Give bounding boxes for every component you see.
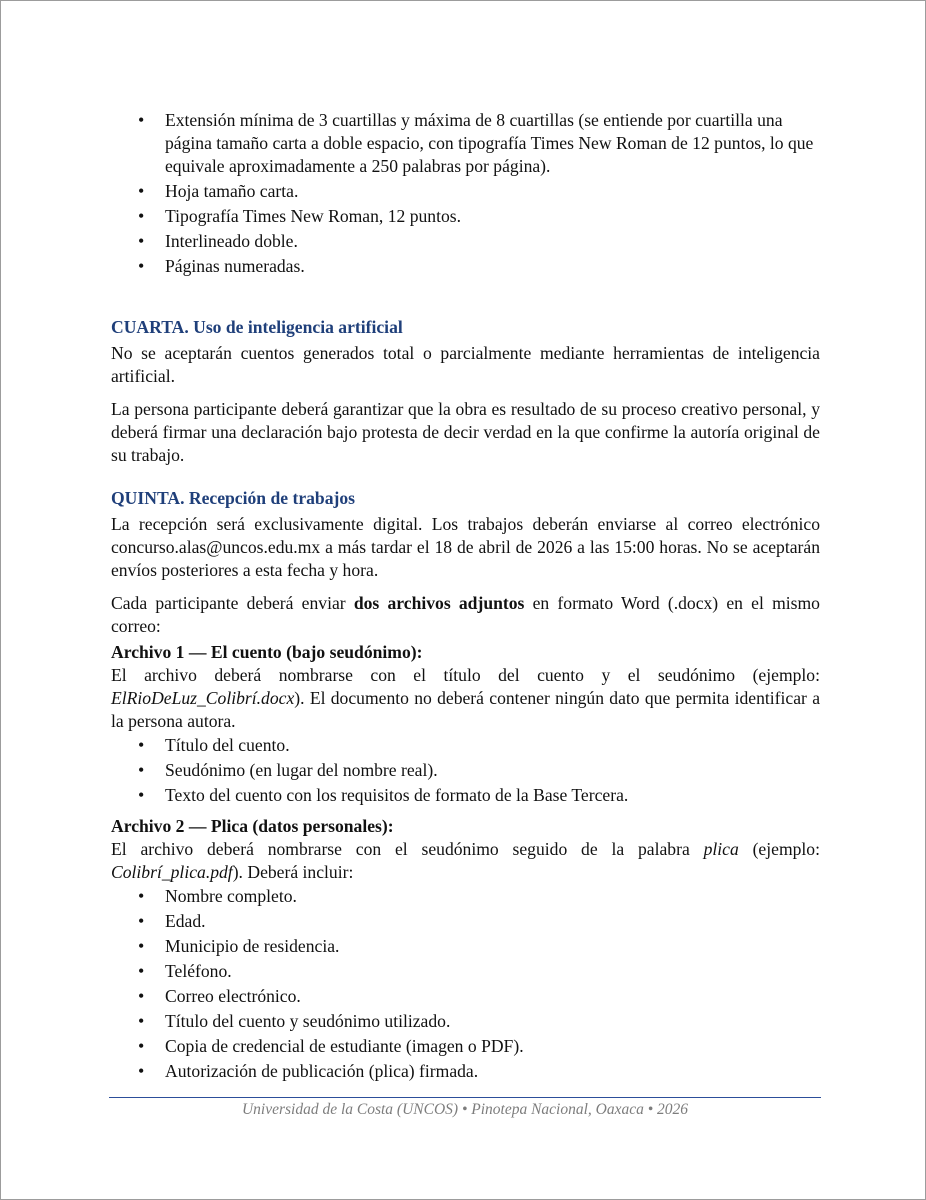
archivo-2-text-after: ). Deberá incluir: — [232, 862, 354, 882]
list-item: • Teléfono. — [111, 960, 820, 983]
list-item: • Autorización de publicación (plica) firmada. — [111, 1060, 820, 1083]
cuarta-paragraph-2: La persona participante deberá garantizar que la obra es resultado de su proceso creativo personal, y deberá firmar una declaración bajo protesta de decir verdad en la que confirme la autoría original de su trabajo. — [111, 399, 820, 465]
list-item: • Título del cuento y seudónimo utilizado. — [111, 1010, 820, 1033]
archivo-2-text-before: El archivo deberá nombrarse con el seudónimo seguido de la palabra — [111, 839, 704, 859]
list-item: • Correo electrónico. — [111, 985, 820, 1008]
footer-divider — [109, 1097, 821, 1098]
cuarta-paragraph-1: No se aceptarán cuentos generados total o parcialmente mediante herramientas de inteligencia artificial. — [111, 343, 820, 386]
quinta-p2-text-after: en formato Word (.docx) en el mismo correo: — [111, 593, 820, 636]
archivo-2-example: Colibrí_plica.pdf — [111, 862, 233, 882]
archivo-2-text-mid: (ejemplo: — [738, 839, 820, 859]
archivo-1-heading: Archivo 1 — El cuento (bajo seudónimo): — [111, 642, 423, 662]
list-item: • Interlineado doble. — [111, 230, 820, 253]
list-item: • Seudónimo (en lugar del nombre real). — [111, 759, 820, 782]
format-requirements-list — [111, 109, 820, 278]
list-item: • Título del cuento. — [111, 734, 820, 757]
page-content — [111, 109, 820, 1085]
list-item: • Nombre completo. — [111, 885, 820, 908]
archivo-1-text-after: ). El documento no deberá contener ningún dato que permita identificar a la persona autora. — [111, 688, 820, 731]
page-footer: Universidad de la Costa (UNCOS) • Pinotepa Nacional, Oaxaca • 2026 — [241, 1101, 689, 1118]
section-heading-cuarta: CUARTA. Uso de inteligencia artificial — [111, 317, 403, 337]
archivo-2-word: plica — [703, 839, 739, 859]
quinta-paragraph-2 — [111, 592, 820, 638]
section-heading-quinta: QUINTA. Recepción de trabajos — [111, 488, 356, 508]
archivo-1-list — [111, 734, 820, 807]
archivo-1-description — [111, 664, 820, 733]
list-item: • Extensión mínima de 3 cuartillas y máxima de 8 cuartillas (se entiende por cuartilla una página tamaño carta a doble espacio, con tipografía Times New Roman de 12 puntos, lo que equivale aproximadamente a 250 palabras por página). — [111, 109, 820, 178]
list-item: • Copia de credencial de estudiante (imagen o PDF). — [111, 1035, 820, 1058]
list-item: • Texto del cuento con los requisitos de formato de la Base Tercera. — [111, 784, 820, 807]
quinta-p2-text-before: Cada participante deberá enviar — [111, 593, 354, 613]
list-item: • Edad. — [111, 910, 820, 933]
list-item: • Municipio de residencia. — [111, 935, 820, 958]
archivo-2-heading: Archivo 2 — Plica (datos personales): — [111, 816, 394, 836]
quinta-paragraph-1: La recepción será exclusivamente digital. Los trabajos deberán enviarse al correo electrónico concurso.alas@uncos.edu.mx a más tardar el 18 de abril de 2026 a las 15:00 horas. No se aceptarán envíos posteriores a esta fecha y hora. — [111, 514, 820, 580]
archivo-1-example: ElRioDeLuz_Colibrí.docx — [111, 688, 295, 708]
archivo-2-list — [111, 885, 820, 1083]
quinta-p2-bold: dos archivos adjuntos — [353, 593, 525, 613]
list-item: • Hoja tamaño carta. — [111, 180, 820, 203]
archivo-2-description — [111, 838, 820, 884]
list-item: • Tipografía Times New Roman, 12 puntos. — [111, 205, 820, 228]
list-item: • Páginas numeradas. — [111, 255, 820, 278]
archivo-1-text-before: El archivo deberá nombrarse con el título del cuento y el seudónimo (ejemplo: — [111, 665, 820, 685]
